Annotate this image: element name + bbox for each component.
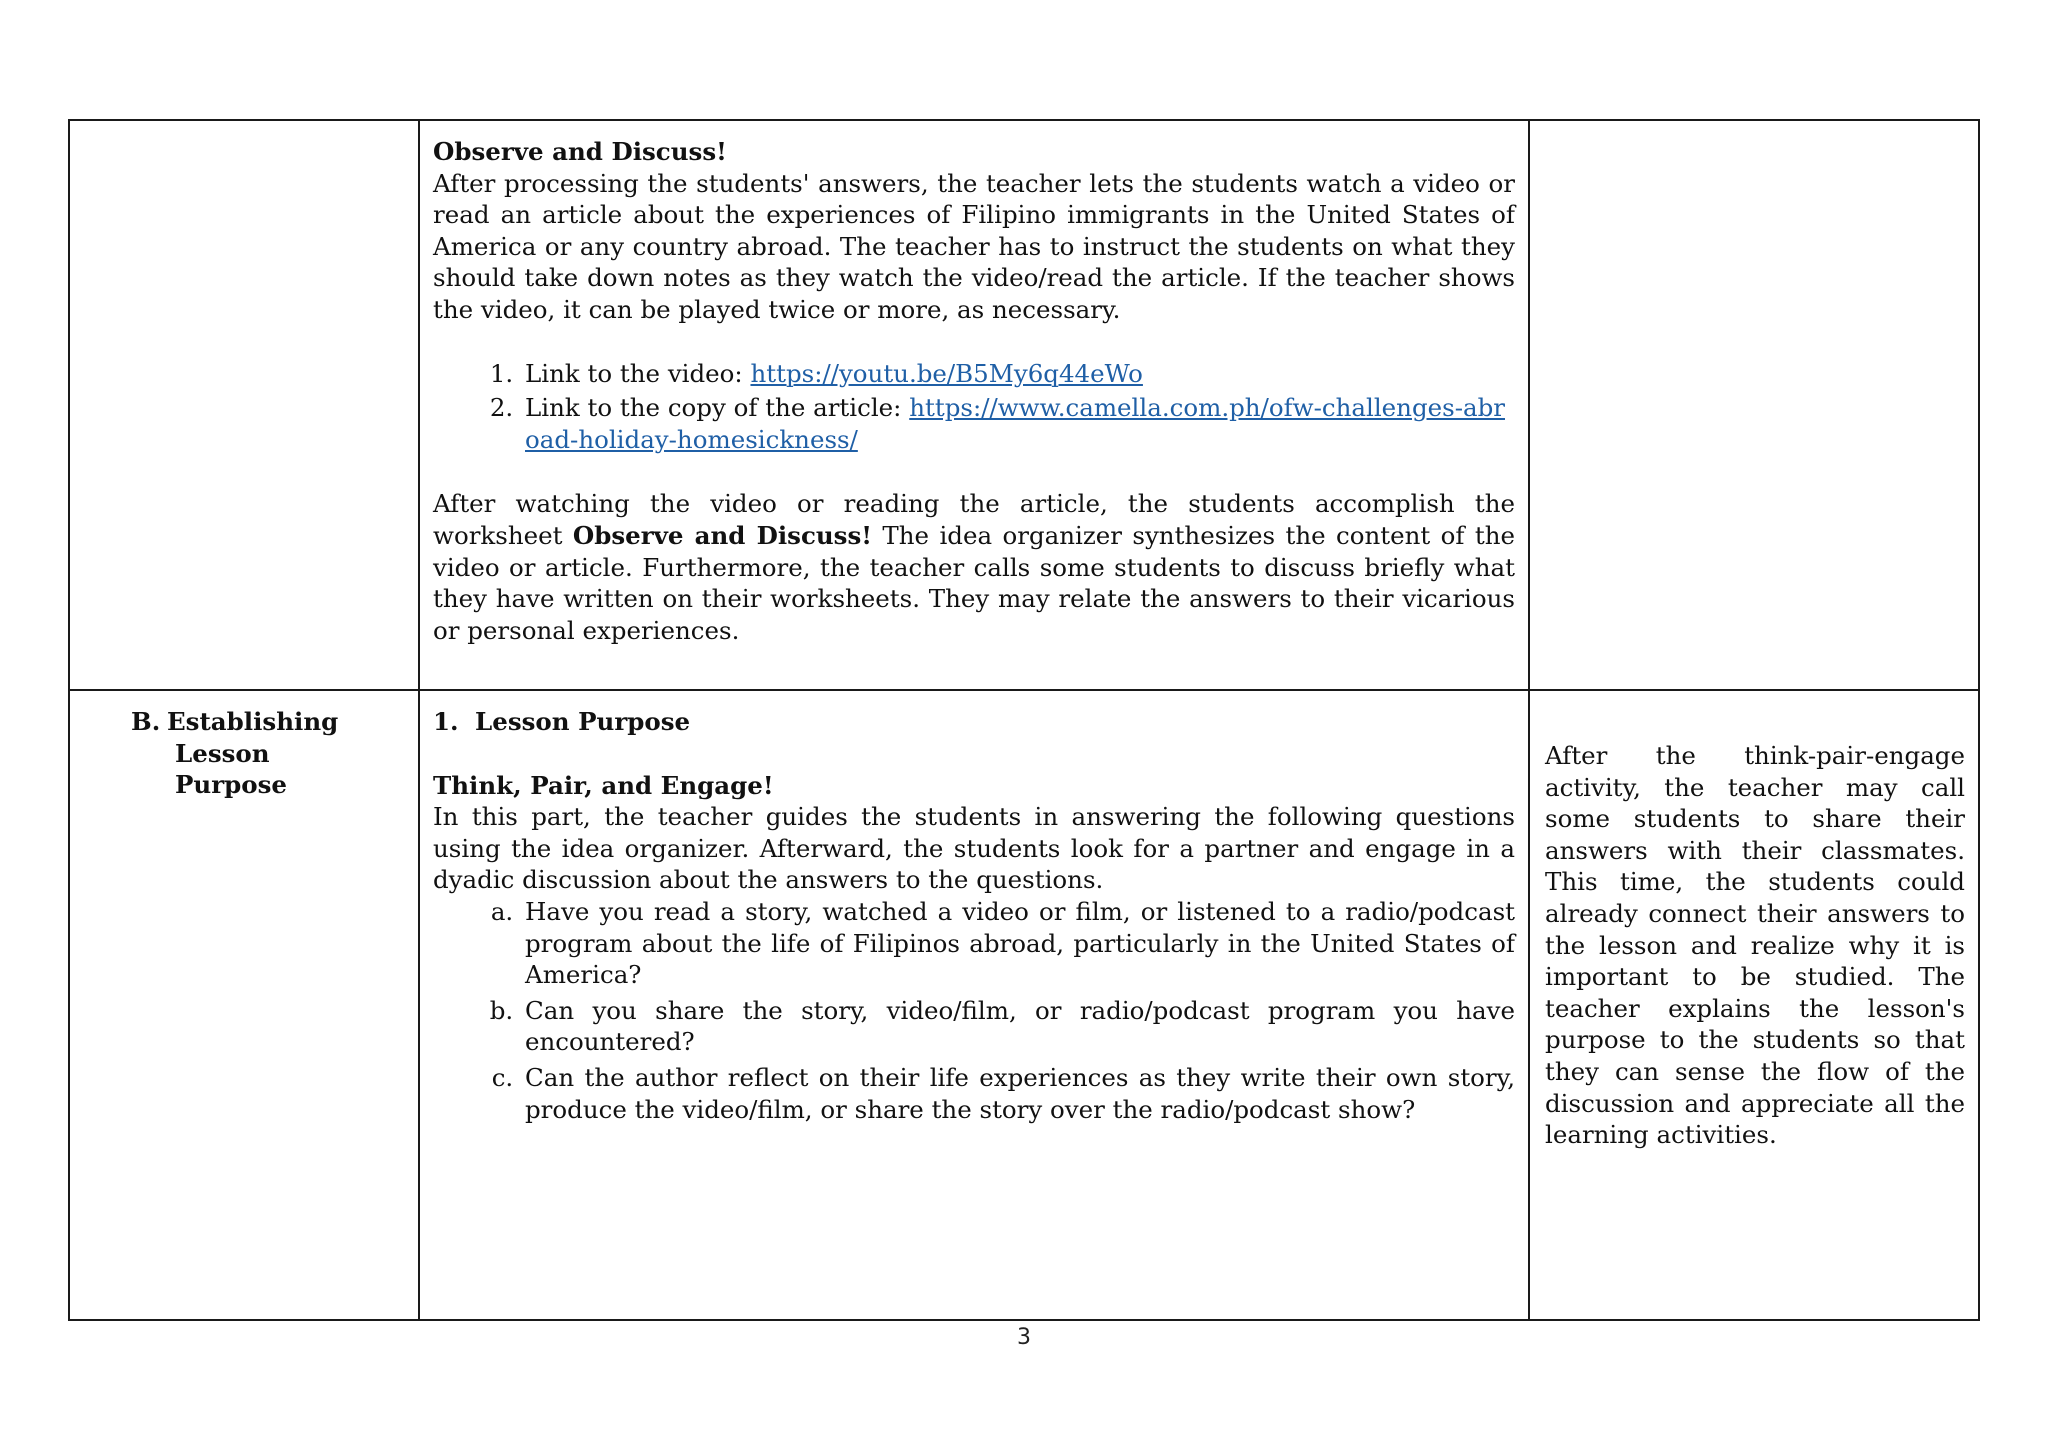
list-item-question-c: c. Can the author reflect on their life experiences as they write their own story, produce the video/film, or share the story over the radio/podcast show? bbox=[521, 1062, 1515, 1125]
after-watching-text-1: After watching the video or reading the article, the students accomplish the worksheet bbox=[433, 489, 1515, 550]
article-link[interactable]: https://www.camella.com.ph/ofw-challenges-abroad-holiday-homesickness/ bbox=[525, 393, 1505, 454]
section-title bbox=[71, 692, 417, 801]
video-link[interactable]: https://youtu.be/B5My6q44eWo bbox=[750, 358, 1143, 388]
lesson-purpose-marker: 1. bbox=[433, 707, 459, 736]
section-marker: B. bbox=[131, 707, 161, 736]
section-label-cell bbox=[69, 690, 419, 1320]
list-item-question-b: b. Can you share the story, video/film, or radio/podcast program you have encountered? bbox=[521, 995, 1515, 1058]
section-title-line-1: Establishing bbox=[167, 707, 339, 736]
lesson-purpose-title: Lesson Purpose bbox=[475, 707, 691, 736]
notes-cell-empty bbox=[1529, 120, 1979, 690]
list-item-article-link bbox=[521, 392, 1515, 455]
after-watching-paragraph bbox=[433, 488, 1515, 646]
activity-cell-lesson-purpose bbox=[419, 690, 1529, 1320]
list-item-question-a: a. Have you read a story, watched a video or film, or listened to a radio/podcast program about the life of Filipinos abroad, particularly in the United States of America? bbox=[521, 896, 1515, 991]
think-pair-engage-heading: Think, Pair, and Engage! bbox=[433, 770, 774, 800]
video-link-label: Link to the video: bbox=[525, 358, 751, 388]
lesson-purpose-heading bbox=[433, 706, 1515, 738]
after-watching-bold: Observe and Discuss! bbox=[572, 520, 873, 550]
table-row-establishing-purpose bbox=[69, 690, 1979, 1320]
section-label-cell-empty bbox=[69, 120, 419, 690]
table-row-observe-discuss bbox=[69, 120, 1979, 690]
lesson-plan-table bbox=[68, 119, 1980, 1321]
resource-links-list bbox=[433, 358, 1515, 456]
questions-list bbox=[433, 896, 1515, 1125]
section-title-line-2: Lesson Purpose bbox=[175, 738, 287, 800]
list-item-video-link bbox=[521, 358, 1515, 390]
notes-cell bbox=[1529, 690, 1979, 1320]
activity-cell-observe bbox=[419, 120, 1529, 690]
teacher-note-paragraph: After the think-pair-engage activity, the teacher may call some students to share their answers with their classmates. This time, the students could already connect their answers to the lesson and realize why it is important to be studied. The teacher explains the lesson's purpose to the students so that they can sense the flow of the discussion and appreciate all the learning activities. bbox=[1545, 741, 1965, 1150]
observe-heading: Observe and Discuss! bbox=[433, 137, 727, 166]
think-pair-engage-paragraph: In this part, the teacher guides the students in answering the following questions using the idea organizer. Afterward, the students look for a partner and engage in a dyadic discussion about the answers to the questions. bbox=[433, 802, 1515, 895]
article-link-label: Link to the copy of the article: bbox=[525, 393, 910, 423]
page-number: 3 bbox=[1017, 1325, 1031, 1350]
after-watching-text-2: The idea organizer synthesizes the content of the video or article. Furthermore, the teacher calls some students to discuss briefly what they have written on their worksheets. They may relate the answers to their vicarious or personal experiences. bbox=[433, 520, 1515, 645]
observe-intro-paragraph: After processing the students' answers, the teacher lets the students watch a video or read an article about the experiences of Filipino immigrants in the United States of America or any country abroad. The teacher has to instruct the students on what they should take down notes as they watch the video/read the article. If the teacher shows the video, it can be played twice or more, as necessary. bbox=[433, 168, 1515, 324]
